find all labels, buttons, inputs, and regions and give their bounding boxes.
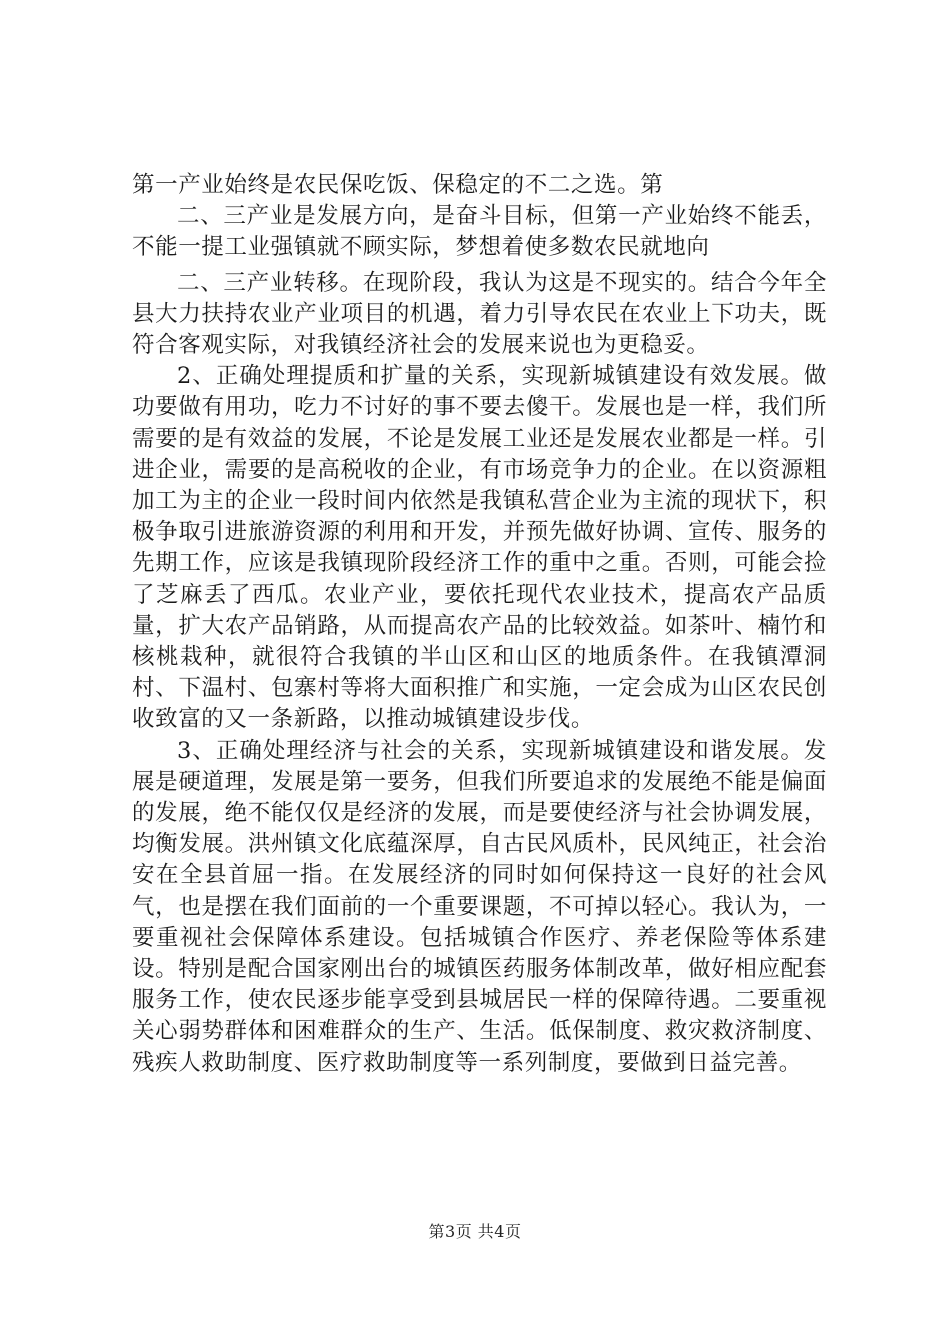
paragraph-3: 二、三产业转移。在现阶段，我认为这是不现实的。结合今年全县大力扶持农业产业项目的机遇，着力引导农民在农业上下功夫，既符合客观实际，对我镇经济社会的发展来说也为更稳妥。 (132, 269, 827, 359)
paragraph-5: 3、正确处理经济与社会的关系，实现新城镇建设和谐发展。发展是硬道理，发展是第一要务，但我们所要追求的发展绝不能是偏面的发展，绝不能仅仅是经济的发展，而是要使经济与社会协调发展，均衡发展。洪州镇文化底蕴深厚，自古民风质朴，民风纯正，社会治安在全县首屈一指。在发展经济的同时如何保持这一良好的社会风气，也是摆在我们面前的一个重要课题，不可掉以轻心。我认为，一要重视社会保障体系建设。包括城镇合作医疗、养老保险等体系建设。特别是配合国家刚出台的城镇医药服务体制改革，做好相应配套服务工作，使农民逐步能享受到县城居民一样的保障待遇。二要重视关心弱势群体和困难群众的生产、生活。低保制度、救灾救济制度、残疾人救助制度、医疗救助制度等一系列制度，要做到日益完善。 (132, 737, 827, 1076)
body-text (132, 170, 827, 1079)
page-number-footer: 第3页 共4页 (428, 1222, 522, 1241)
paragraph-1: 第一产业始终是农民保吃饭、保稳定的不二之选。第 (132, 172, 664, 198)
paragraph-4: 2、正确处理提质和扩量的关系，实现新城镇建设有效发展。做功要做有用功，吃力不讨好的事不要去傻干。发展也是一样，我们所需要的是有效益的发展，不论是发展工业还是发展农业都是一样。引进企业，需要的是高税收的企业，有市场竞争力的企业。在以资源粗加工为主的企业一段时间内依然是我镇私营企业为主流的现状下，积极争取引进旅游资源的利用和开发，并预先做好协调、宣传、服务的先期工作，应该是我镇现阶段经济工作的重中之重。否则，可能会捡了芝麻丢了西瓜。农业产业，要依托现代农业技术，提高农产品质量，扩大农产品销路，从而提高农产品的比较效益。如茶叶、楠竹和核桃栽种，就很符合我镇的半山区和山区的地质条件。在我镇潭洞村、下温村、包寨村等将大面积推广和实施，一定会成为山区农民创收致富的又一条新路，以推动城镇建设步伐。 (132, 363, 827, 733)
paragraph-2: 二、三产业是发展方向，是奋斗目标，但第一产业始终不能丢，不能一提工业强镇就不顾实际，梦想着使多数农民就地向 (132, 203, 827, 261)
